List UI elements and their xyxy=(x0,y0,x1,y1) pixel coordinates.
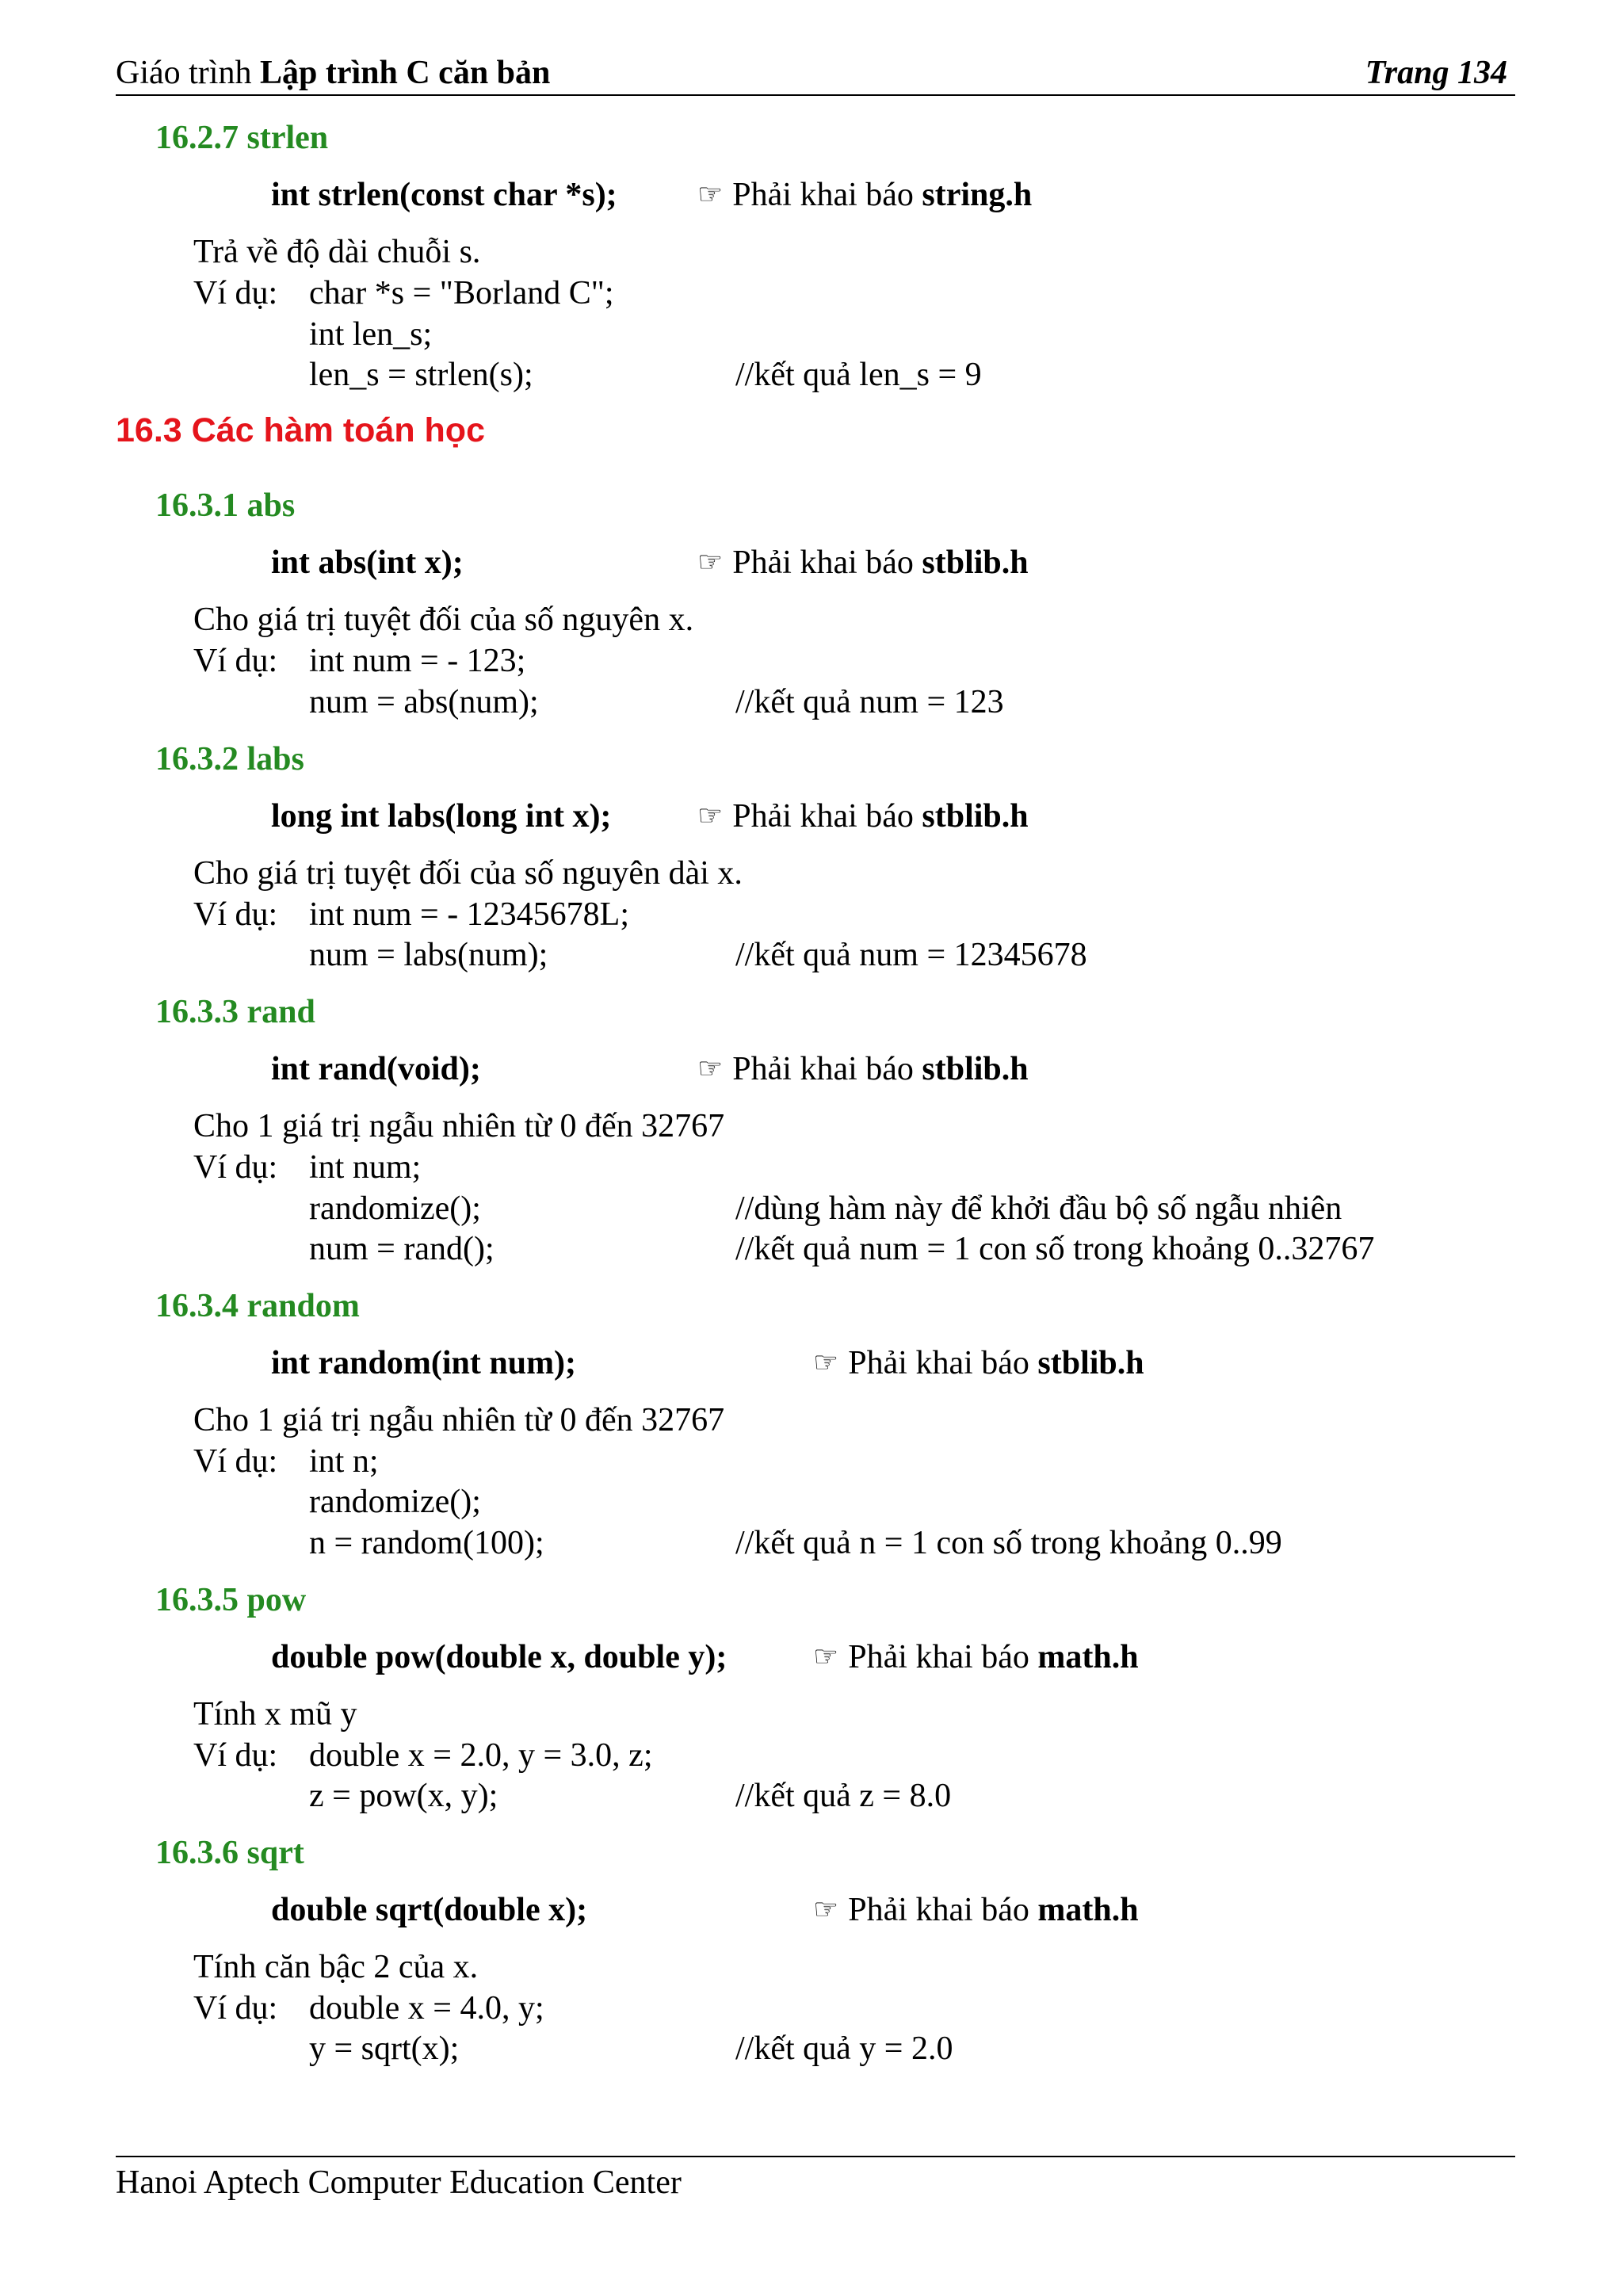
pointing-hand-icon: ☞ xyxy=(697,546,724,579)
example-label: Ví dụ: xyxy=(193,1443,278,1480)
heading-rand: 16.3.3 rand xyxy=(155,994,315,1030)
example-label: Ví dụ: xyxy=(193,1149,278,1186)
need-header: stblib.h xyxy=(922,798,1029,835)
header-title-prefix: Giáo trình xyxy=(116,55,260,91)
code-line: num = abs(num); xyxy=(309,684,539,720)
need-prefix: Phải khai báo xyxy=(848,1345,1038,1381)
code-comment: //dùng hàm này để khởi đầu bộ số ngẫu nhiên xyxy=(735,1190,1342,1227)
need-strlen xyxy=(697,174,1032,216)
need-prefix: Phải khai báo xyxy=(732,177,922,213)
need-header: string.h xyxy=(922,177,1033,213)
proto-sqrt: double sqrt(double x); xyxy=(271,1892,588,1928)
section-title: 16.3 Các hàm toán học xyxy=(116,411,485,449)
desc-labs: Cho giá trị tuyệt đối của số nguyên dài x. xyxy=(193,855,743,892)
need-sqrt xyxy=(813,1889,1139,1931)
footer-text: Hanoi Aptech Computer Education Center xyxy=(116,2164,682,2201)
need-abs xyxy=(697,542,1029,583)
code-line: double x = 4.0, y; xyxy=(309,1990,544,2027)
example-label: Ví dụ: xyxy=(193,1737,278,1774)
pointing-hand-icon: ☞ xyxy=(813,1347,839,1379)
code-line: num = labs(num); xyxy=(309,937,548,973)
footer-rule xyxy=(116,2156,1515,2157)
need-header: math.h xyxy=(1037,1892,1139,1928)
need-header: stblib.h xyxy=(1037,1345,1144,1381)
code-line: len_s = strlen(s); xyxy=(309,357,533,393)
need-header: math.h xyxy=(1037,1639,1139,1675)
need-random xyxy=(813,1343,1144,1384)
heading-labs: 16.3.2 labs xyxy=(155,741,304,777)
code-line: int num; xyxy=(309,1149,422,1186)
code-line: int len_s; xyxy=(309,316,433,353)
code-line: num = rand(); xyxy=(309,1231,495,1267)
code-line: randomize(); xyxy=(309,1190,481,1227)
heading-abs: 16.3.1 abs xyxy=(155,487,296,524)
pointing-hand-icon: ☞ xyxy=(697,1052,724,1085)
code-line: n = random(100); xyxy=(309,1525,544,1561)
need-header: stblib.h xyxy=(922,544,1029,581)
code-line: char *s = "Borland C"; xyxy=(309,275,614,311)
desc-strlen: Trả về độ dài chuỗi s. xyxy=(193,234,481,270)
code-comment: //kết quả num = 12345678 xyxy=(735,937,1087,973)
proto-pow: double pow(double x, double y); xyxy=(271,1639,727,1675)
proto-labs: long int labs(long int x); xyxy=(271,798,612,835)
need-prefix: Phải khai báo xyxy=(732,544,922,581)
code-line: int num = - 123; xyxy=(309,643,526,679)
pointing-hand-icon: ☞ xyxy=(813,1893,839,1926)
pointing-hand-icon: ☞ xyxy=(813,1641,839,1673)
proto-random: int random(int num); xyxy=(271,1345,577,1381)
example-label: Ví dụ: xyxy=(193,1990,278,2027)
need-pow xyxy=(813,1637,1139,1678)
desc-pow: Tính x mũ y xyxy=(193,1696,357,1733)
pointing-hand-icon: ☞ xyxy=(697,178,724,211)
code-line: y = sqrt(x); xyxy=(309,2030,460,2067)
need-prefix: Phải khai báo xyxy=(732,798,922,835)
heading-random: 16.3.4 random xyxy=(155,1288,360,1324)
code-line: double x = 2.0, y = 3.0, z; xyxy=(309,1737,653,1774)
example-label: Ví dụ: xyxy=(193,896,278,933)
code-comment: //kết quả n = 1 con số trong khoảng 0..99 xyxy=(735,1525,1282,1561)
heading-pow: 16.3.5 pow xyxy=(155,1582,307,1618)
code-comment: //kết quả num = 1 con số trong khoảng 0..32767 xyxy=(735,1231,1375,1267)
code-line: int n; xyxy=(309,1443,379,1480)
need-prefix: Phải khai báo xyxy=(848,1892,1038,1928)
pointing-hand-icon: ☞ xyxy=(697,800,724,832)
need-rand xyxy=(697,1049,1029,1090)
code-comment: //kết quả z = 8.0 xyxy=(735,1778,952,1814)
desc-sqrt: Tính căn bậc 2 của x. xyxy=(193,1949,479,1985)
desc-abs: Cho giá trị tuyệt đối của số nguyên x. xyxy=(193,602,694,638)
need-labs xyxy=(697,796,1029,837)
header-title xyxy=(116,52,550,94)
heading-sqrt: 16.3.6 sqrt xyxy=(155,1835,304,1871)
desc-random: Cho 1 giá trị ngẫu nhiên từ 0 đến 32767 xyxy=(193,1402,725,1438)
code-line: randomize(); xyxy=(309,1484,481,1520)
desc-rand: Cho 1 giá trị ngẫu nhiên từ 0 đến 32767 xyxy=(193,1108,725,1144)
page-number: Trang 134 xyxy=(1365,55,1507,91)
need-prefix: Phải khai báo xyxy=(732,1051,922,1087)
header-title-bold: Lập trình C căn bản xyxy=(259,55,551,91)
proto-abs: int abs(int x); xyxy=(271,544,464,581)
need-header: stblib.h xyxy=(922,1051,1029,1087)
proto-rand: int rand(void); xyxy=(271,1051,481,1087)
need-prefix: Phải khai báo xyxy=(848,1639,1038,1675)
code-line: z = pow(x, y); xyxy=(309,1778,498,1814)
header-rule xyxy=(116,94,1515,96)
code-line: int num = - 12345678L; xyxy=(309,896,630,933)
example-label: Ví dụ: xyxy=(193,643,278,679)
proto-strlen: int strlen(const char *s); xyxy=(271,177,617,213)
code-comment: //kết quả len_s = 9 xyxy=(735,357,982,393)
code-comment: //kết quả num = 123 xyxy=(735,684,1004,720)
code-comment: //kết quả y = 2.0 xyxy=(735,2030,953,2067)
example-label: Ví dụ: xyxy=(193,275,278,311)
heading-strlen: 16.2.7 strlen xyxy=(155,120,329,156)
